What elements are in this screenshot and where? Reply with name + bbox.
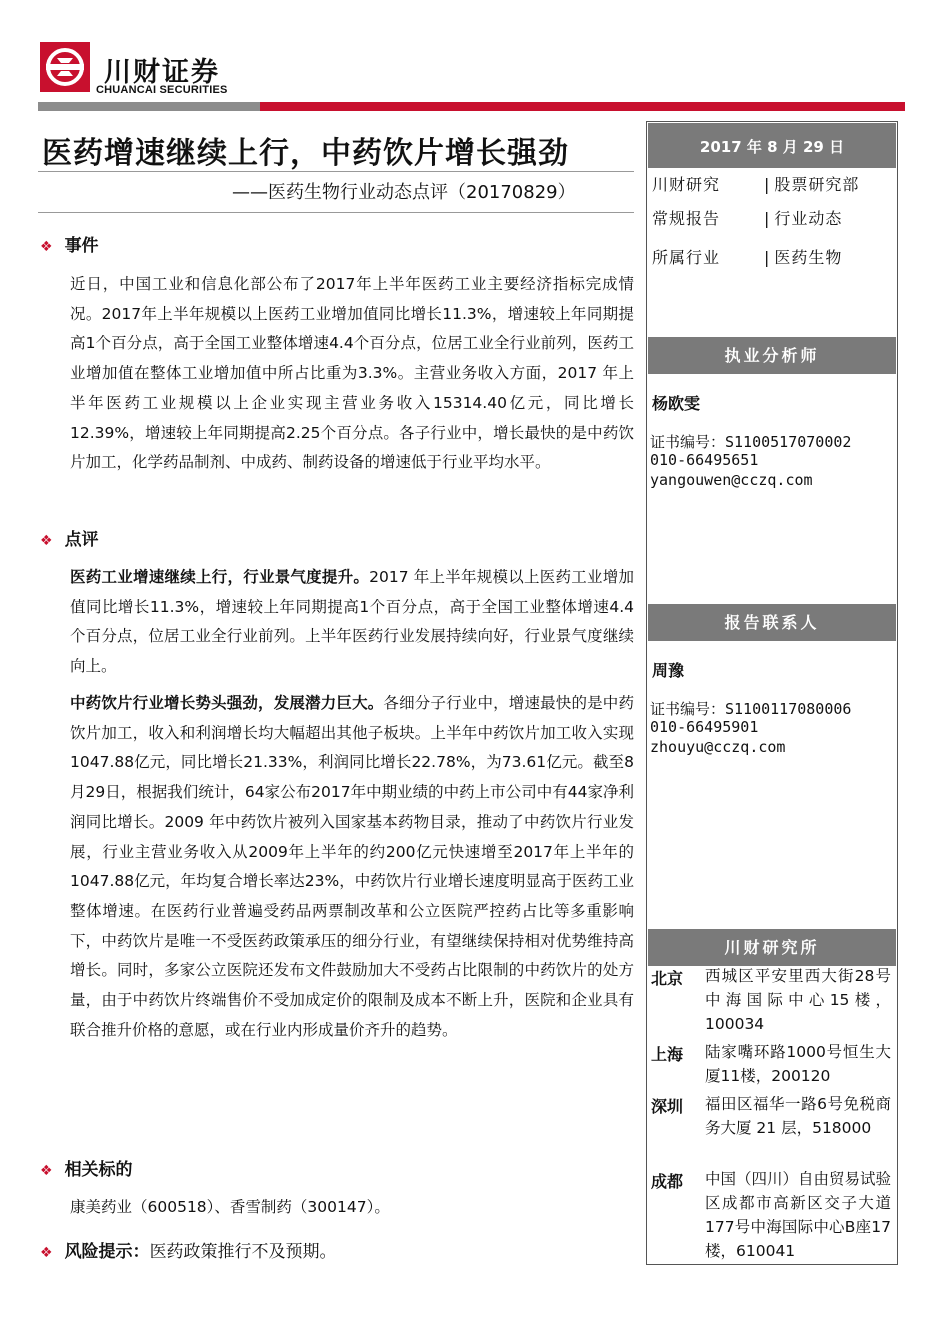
report-title: 医药增速继续上行，中药饮片增长强劲: [42, 136, 569, 171]
analyst-name: 杨欧雯: [652, 394, 701, 413]
office-address: 中国（四川）自由贸易试验区成都市高新区交子大道177号中海国际中心B座17楼，610041: [705, 1170, 892, 1260]
section-risk: ❖ 风险提示：医药政策推行不及预期。: [40, 1242, 337, 1262]
contact-email[interactable]: zhouyu@cczq.com: [650, 738, 786, 756]
section-heading-targets: ❖ 相关标的: [40, 1160, 133, 1180]
meta-value: | 医药生物: [764, 245, 842, 268]
contact-name: 周豫: [652, 661, 685, 680]
office-city: 上海: [651, 1045, 684, 1064]
diamond-bullet-icon: ❖: [40, 533, 53, 549]
meta-key: 所属行业: [652, 248, 721, 267]
review-paragraph-2: 中药饮片行业增长势头强劲，发展潜力巨大。各细分子行业中，增速最快的是中药饮片加工，收入和利润增长均大幅超出其他子板块。上半年中药饮片加工收入实现1047.88亿元，同比增长21.33%，利润同比增长22.78%，为73.61亿元。截至8月29日，根据我们统计，64家公布2017年中期业绩的中药上市公司中有44家净利润同比增长。2009 年中药饮片被列入国家基本药物目录，推动了中药饮片行业发展，行业主营业务收入从2009年上半年的约200亿元快速增至2017年上半年的1047.88亿元，年均复合增长率达23%，中药饮片行业增长速度明显高于医药工业整体增速。在医药行业普遍受药品两票制改革和公立医院严控药占比等多重影响下，中药饮片是唯一不受医药政策承压的细分行业，有望继续保持相对优势维持高增长。同时，多家公立医院还发布文件鼓励加大不受药占比限制的中药饮片的处方量，由于中药饮片终端售价不受加成定价的限制及成本不断上升，医院和企业具有联合推升价格的意愿，或在行业内形成量价齐升的趋势。: [70, 694, 634, 1039]
meta-value: | 行业动态: [764, 206, 842, 229]
office-city: 深圳: [651, 1097, 684, 1116]
analyst-heading: 执业分析师: [648, 337, 896, 374]
diamond-bullet-icon: ❖: [40, 1245, 53, 1261]
divider: [38, 171, 634, 172]
office-address: 西城区平安里西大街28号中海国际中心15楼，100034: [705, 967, 891, 1033]
office-address: 福田区福华一路6号免税商务大厦 21 层，518000: [705, 1095, 891, 1137]
analyst-phone: 010-66495651: [650, 451, 759, 469]
divider: [38, 212, 634, 213]
meta-value: | 股票研究部: [764, 172, 859, 195]
section-heading-review: ❖ 点评: [40, 530, 99, 550]
office-city: 北京: [651, 969, 684, 988]
brand-name-en: CHUANCAI SECURITIES: [96, 84, 228, 96]
chuancai-logo-icon: [40, 42, 90, 92]
contact-phone: 010-66495901: [650, 718, 759, 736]
meta-key: 常规报告: [652, 209, 721, 228]
header-bar-red: [260, 102, 905, 111]
institute-heading: 川财研究所: [648, 929, 896, 966]
section-heading-event: ❖ 事件: [40, 236, 99, 256]
event-paragraph: 近日，中国工业和信息化部公布了2017年上半年医药工业主要经济指标完成情况。2017年上半年规模以上医药工业增加值同比增长11.3%，增速较上年同期提高1个百分点，高于全国工业整体增速4.4个百分点，位居工业全行业前列，医药工业增加值在整体工业增加值中所占比重为3.3%。主营业务收入方面，2017 年上半年医药工业规模以上企业实现主营业务收入15314.40亿元，同比增长12.39%，增速较上年同期提高2.25个百分点。各子行业中，增长最快的是中药饮片加工，化学药品制剂、中成药、制药设备的增速低于行业平均水平。: [70, 275, 634, 472]
analyst-email[interactable]: yangouwen@cczq.com: [650, 471, 813, 489]
report-subtitle: ——医药生物行业动态点评（20170829）: [232, 182, 576, 203]
targets-text: 康美药业（600518）、香雪制药（300147）。: [70, 1198, 390, 1216]
header-bar-gray: [38, 102, 260, 111]
office-address: 陆家嘴环路1000号恒生大厦11楼，200120: [705, 1043, 891, 1085]
office-city: 成都: [651, 1172, 684, 1191]
review-paragraph-1: 医药工业增速继续上行，行业景气度提升。2017 年上半年规模以上医药工业增加值同比增长11.3%，增速较上年同期提高1个百分点，高于全国工业整体增速4.4个百分点，位居工业全行业前列。上半年医药行业发展持续向好，行业景气度继续向上。: [70, 568, 634, 676]
analyst-cert: 证书编号：S1100517070002: [650, 433, 852, 451]
contact-cert: 证书编号：S1100117080006: [650, 700, 852, 718]
diamond-bullet-icon: ❖: [40, 239, 53, 255]
contact-heading: 报告联系人: [648, 604, 896, 641]
brand-name-cn: 川财证券: [104, 57, 220, 88]
meta-key: 川财研究: [652, 175, 721, 194]
report-date: 2017 年 8 月 29 日: [648, 123, 896, 168]
diamond-bullet-icon: ❖: [40, 1163, 53, 1179]
